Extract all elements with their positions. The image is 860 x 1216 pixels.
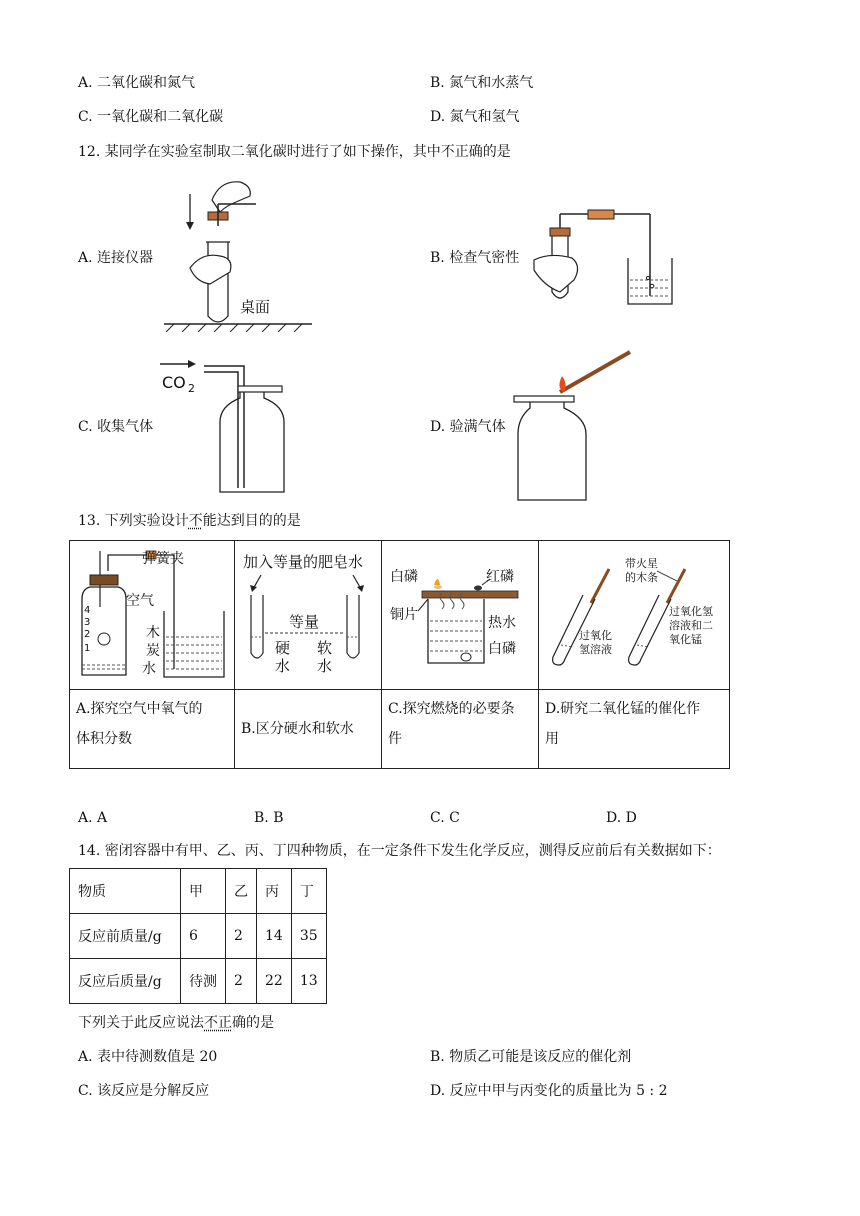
q14-cell: 物质 (70, 869, 181, 914)
q14-option-d: D. 反应中甲与丙变化的质量比为 5 : 2 (430, 1083, 668, 1099)
q13a-carbon-1: 木 (146, 625, 160, 641)
q11-option-d: D. 氮气和氢气 (430, 109, 520, 125)
q13-cell-c-caption (382, 690, 539, 769)
q12-stem: 12. 某同学在实验室制取二氧化碳时进行了如下操作，其中不正确的是 (78, 144, 511, 160)
q14-cell: 反应前质量/g (70, 914, 181, 959)
q13a-scale-1: 1 (84, 643, 91, 654)
q13-cell-b-caption (235, 690, 382, 769)
q13-cell-d-caption (539, 690, 730, 769)
q11-option-b: B. 氮气和水蒸气 (430, 75, 534, 91)
q13b-hard-1: 硬 (275, 639, 291, 657)
q13b-title: 加入等量的肥皂水 (243, 553, 364, 571)
q13-figure-d (539, 541, 729, 685)
q14-question (78, 1016, 274, 1030)
q13a-scale-2: 2 (84, 629, 91, 640)
q14-cell: 13 (291, 959, 326, 1004)
q13-answer-a: A. A (78, 810, 108, 826)
q13d-right-2: 溶液和二 (669, 619, 713, 632)
q13-caption-a-1: A.探究空气中氧气的 (76, 701, 203, 717)
q13-table (69, 540, 730, 769)
q14-cell: 甲 (181, 869, 226, 914)
q13d-left-2: 氢溶液 (579, 643, 612, 656)
q13-figure-a (70, 541, 234, 685)
q14-question-pre: 下列关于此反应说法 (78, 1015, 204, 1031)
q14-header-row (70, 869, 327, 914)
q13b-equal: 等量 (289, 613, 320, 631)
q13-answer-c: C. C (430, 810, 460, 826)
q13-caption-b-1: B.区分硬水和软水 (241, 721, 354, 737)
q14-question-post: 确的是 (232, 1015, 274, 1031)
q12-figure-connect (160, 172, 320, 332)
q13-caption-c-2: 件 (388, 731, 402, 747)
q13-answer-b: B. B (254, 810, 284, 826)
q14-cell: 丙 (257, 869, 292, 914)
q13-caption-d-1: D.研究二氧化锰的催化作 (545, 701, 701, 717)
q13b-soft-1: 软 (317, 639, 333, 657)
q13a-carbon-2: 炭 (146, 643, 160, 659)
q13a-clip: 弹簧夹 (142, 551, 184, 567)
q12-figure-full (510, 348, 640, 504)
q14-cell: 乙 (226, 869, 257, 914)
q14-stem: 14. 密闭容器中有甲、乙、丙、丁四种物质，在一定条件下发生化学反应，测得反应前后有关数据如下： (78, 843, 721, 859)
q12-option-b: B. 检查气密性 (430, 250, 520, 266)
q13-cell-c-figure (382, 541, 539, 690)
q14-cell: 丁 (291, 869, 326, 914)
q13-figure-row (70, 541, 730, 690)
q13c-white-p-top: 白磷 (390, 569, 418, 585)
q13-caption-d-2: 用 (545, 731, 559, 747)
q13c-hot-water: 热水 (488, 615, 516, 631)
q13-answer-d: D. D (606, 810, 637, 826)
q13-stem (78, 514, 301, 528)
q13-caption-a-2: 体积分数 (76, 731, 132, 747)
q13c-white-p-bottom: 白磷 (488, 641, 516, 657)
q13b-hard-2: 水 (275, 657, 291, 675)
q14-cell: 2 (226, 914, 257, 959)
q13-figure-c (382, 541, 538, 685)
q14-cell: 22 (257, 959, 292, 1004)
q14-row-after (70, 959, 327, 1004)
q13a-scale-3: 3 (84, 617, 91, 628)
q13c-red-p: 红磷 (486, 569, 514, 585)
q13a-water: 水 (142, 661, 156, 677)
co2-label: CO (162, 373, 186, 392)
q13d-stick-1: 带火星 (625, 557, 658, 570)
q13-figure-b (235, 541, 381, 685)
q13a-scale-4: 4 (84, 605, 91, 616)
q14-cell: 2 (226, 959, 257, 1004)
q13d-stick-2: 的木条 (625, 571, 658, 584)
q13-caption-c-1: C.探究燃烧的必要条 (388, 701, 515, 717)
q13-cell-a-figure (70, 541, 235, 690)
q13a-air: 空气 (126, 593, 154, 609)
q14-cell: 35 (291, 914, 326, 959)
q12-option-c: C. 收集气体 (78, 419, 154, 435)
q12-figure-airtight (520, 200, 680, 310)
q11-option-a: A. 二氧化碳和氮气 (78, 75, 196, 91)
q14-question-emphasis: 不正 (204, 1015, 232, 1031)
desk-label: 桌面 (240, 298, 271, 316)
q13-cell-b-figure (235, 541, 382, 690)
q14-option-a: A. 表中待测数值是 20 (78, 1049, 218, 1065)
q12-option-d: D. 验满气体 (430, 419, 506, 435)
q13-stem-pre: 13. 下列实验设计 (78, 513, 189, 529)
q14-cell: 6 (181, 914, 226, 959)
q12-figure-collect (160, 358, 290, 498)
q13d-left-1: 过氧化 (579, 629, 612, 642)
q13b-soft-2: 水 (317, 657, 333, 675)
q14-cell: 待测 (181, 959, 226, 1004)
q13-cell-a-caption (70, 690, 235, 769)
q13-caption-row (70, 690, 730, 769)
q12-option-a: A. 连接仪器 (78, 250, 154, 266)
co2-subscript: 2 (188, 382, 195, 395)
q14-row-before (70, 914, 327, 959)
q14-table (69, 868, 327, 1004)
q14-option-b: B. 物质乙可能是该反应的催化剂 (430, 1049, 632, 1065)
q14-option-c: C. 该反应是分解反应 (78, 1083, 210, 1099)
q13d-right-3: 氧化锰 (669, 633, 702, 646)
q11-option-c: C. 一氧化碳和二氧化碳 (78, 109, 224, 125)
q13-cell-d-figure (539, 541, 730, 690)
q13-stem-emphasis: 不 (188, 513, 203, 529)
q13d-right-1: 过氧化氢 (669, 605, 713, 618)
q13c-copper: 铜片 (390, 607, 418, 623)
q13-stem-post: 能达到目的的是 (202, 513, 301, 529)
q14-cell: 反应后质量/g (70, 959, 181, 1004)
q14-cell: 14 (257, 914, 292, 959)
